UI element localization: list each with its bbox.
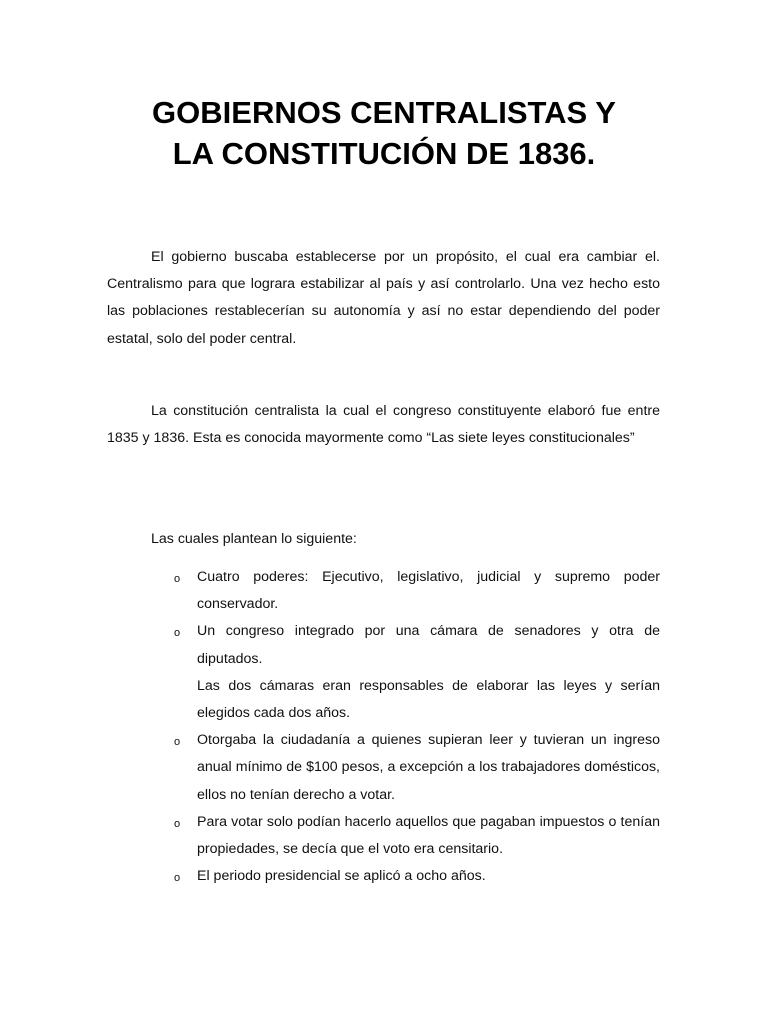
list-item xyxy=(174,564,660,618)
paragraph-2: La constitución centralista la cual el congreso constituyente elaboró fue entre 1835 y 1836. Esta es conocida mayormente como “Las siete leyes constitucionales” xyxy=(107,403,660,447)
bullet-marker: o xyxy=(174,627,181,640)
list-item xyxy=(174,809,660,863)
list-item xyxy=(174,618,660,727)
list-item-text: Otorgaba la ciudadanía a quienes supieran leer y tuvieran un ingreso anual mínimo de $100 pesos, a excepción a los trabajadores domésticos, ellos no tenían derecho a votar. xyxy=(197,732,660,803)
list-item-extra-text: Las dos cámaras eran responsables de elaborar las leyes y serían elegidos cada dos años. xyxy=(197,677,660,722)
list-item xyxy=(174,863,660,890)
bullet-marker: o xyxy=(174,872,181,885)
list-item-text: Para votar solo podían hacerlo aquellos que pagaban impuestos o tenían propiedades, se decía que el voto era censitario. xyxy=(197,813,660,858)
list-intro: Las cuales plantean lo siguiente: xyxy=(151,531,357,547)
paragraph-1: El gobierno buscaba establecerse por un propósito, el cual era cambiar el. Centralismo para que lograra estabilizar al país y así controlarlo. Una vez hecho esto las poblaciones restablecerían su autonomía y así no estar dependiendo del poder estatal, solo del poder central. xyxy=(107,249,660,347)
bullet-marker: o xyxy=(174,736,181,749)
title-line-1: GOBIERNOS CENTRALISTAS Y xyxy=(152,95,616,130)
list-item-text: Cuatro poderes: Ejecutivo, legislativo, judicial y supremo poder conservador. xyxy=(197,569,660,613)
list-item-text: Un congreso integrado por una cámara de senadores y otra de diputados. xyxy=(197,623,660,667)
title-line-2: LA CONSTITUCIÓN DE 1836. xyxy=(172,136,596,171)
document-title xyxy=(60,92,708,174)
list-item xyxy=(174,727,660,809)
bullet-marker: o xyxy=(174,817,181,830)
bullet-list xyxy=(174,564,660,890)
bullet-marker: o xyxy=(174,573,181,585)
list-item-text: El periodo presidencial se aplicó a ocho años. xyxy=(197,868,486,885)
